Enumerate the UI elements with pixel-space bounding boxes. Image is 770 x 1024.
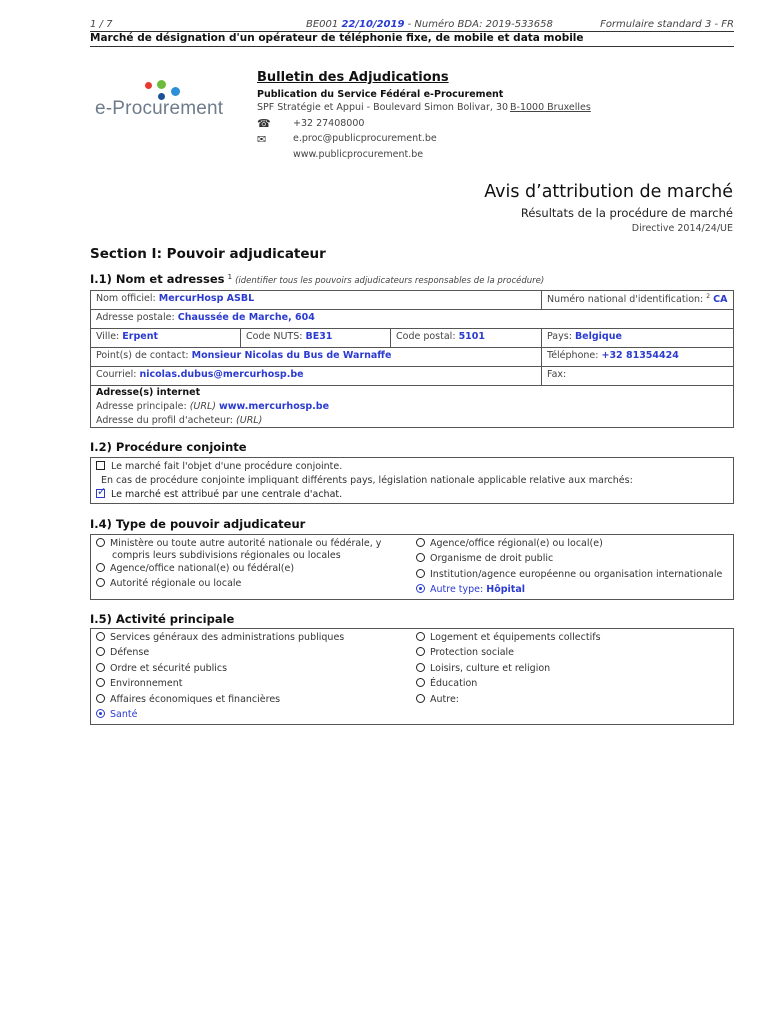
logo-dot-red [145, 82, 152, 89]
radio-eu-institution[interactable] [416, 569, 425, 578]
joint-procurement-note: En cas de procédure conjointe impliquant différents pays, législation nationale applicable relative aux marchés: [101, 475, 633, 486]
authority-type-ministry[interactable] [96, 538, 381, 549]
radio-environment[interactable] [96, 678, 105, 687]
radio-general-services[interactable] [96, 632, 105, 641]
postal-address-label: Adresse postale: [96, 312, 175, 323]
regional-agency-label: Agence/office régional(e) ou local(e) [430, 538, 603, 549]
phone-label: Téléphone: [547, 350, 599, 361]
eu-institution-label: Institution/agence européenne ou organisation internationale [430, 569, 723, 580]
housing-label: Logement et équipements collectifs [430, 632, 601, 643]
internet-label: Adresse(s) internet [96, 387, 201, 398]
radio-public-body[interactable] [416, 553, 425, 562]
phone-value: +32 81354424 [601, 350, 679, 361]
contact-value: Monsieur Nicolas du Bus de Warnaffe [191, 350, 392, 361]
defence-label: Défense [110, 647, 150, 658]
logo-dot-blue [171, 87, 180, 96]
national-id-value: CA [713, 294, 728, 306]
i1-footnote-mark: 1 [227, 272, 233, 281]
publisher-address: SPF Stratégie et Appui - Boulevard Simon Bolivar, 30 [257, 102, 509, 113]
logo-dot-green [157, 80, 166, 89]
environment-label: Environnement [110, 678, 183, 689]
radio-public-order[interactable] [96, 663, 105, 672]
buyer-profile-url: (URL) [236, 415, 263, 426]
e-procurement-logo [95, 78, 225, 126]
health-label: Santé [110, 709, 138, 720]
publisher-website[interactable]: www.publicprocurement.be [293, 149, 424, 160]
postal-address-cell [91, 310, 734, 329]
main-address-value[interactable]: www.mercurhosp.be [219, 401, 330, 412]
fax-label: Fax: [547, 369, 567, 380]
public-body-label: Organisme de droit public [430, 553, 554, 564]
publisher-city: B-1000 Bruxelles [510, 102, 591, 113]
activity-defence[interactable] [96, 647, 149, 658]
notice-directive: Directive 2014/24/UE [631, 223, 733, 234]
education-label: Éducation [430, 678, 478, 689]
activity-education[interactable] [416, 678, 477, 689]
publisher-email[interactable]: e.proc@publicprocurement.be [293, 133, 437, 144]
i1-note: (identifier tous les pouvoirs adjudicateurs responsables de la procédure) [235, 276, 545, 286]
activity-environment[interactable] [96, 678, 183, 689]
activity-housing[interactable] [416, 632, 601, 643]
general-services-label: Services généraux des administrations publiques [110, 632, 345, 643]
publisher-subtitle: Publication du Service Fédéral e-Procurement [257, 89, 504, 100]
radio-other-activity[interactable] [416, 694, 425, 703]
i4-box [90, 534, 734, 600]
postal-address-value: Chaussée de Marche, 604 [177, 312, 315, 323]
regional-authority-label: Autorité régionale ou locale [110, 578, 242, 589]
radio-social-protection[interactable] [416, 647, 425, 656]
postal-code-cell [391, 329, 542, 348]
economic-affairs-label: Affaires économiques et financières [110, 694, 281, 705]
header-divider-bottom [90, 46, 734, 47]
other-type-value: Hôpital [486, 584, 526, 595]
radio-housing[interactable] [416, 632, 425, 641]
postal-code-label: Code postal: [396, 331, 456, 342]
notice-title: Avis d’attribution de marché [484, 182, 733, 202]
country-value: Belgique [574, 331, 622, 342]
nuts-value: BE31 [305, 331, 333, 342]
joint-procurement-label: Le marché fait l'objet d'une procédure conjointe. [111, 461, 343, 472]
radio-economic-affairs[interactable] [96, 694, 105, 703]
radio-regional-authority[interactable] [96, 578, 105, 587]
email-cell [91, 367, 542, 386]
publisher-phone: +32 27408000 [293, 118, 365, 129]
buyer-profile-label: Adresse du profil d'acheteur: [96, 415, 234, 426]
recreation-label: Loisirs, culture et religion [430, 663, 551, 674]
bda-number: - Numéro BDA: 2019-533658 [407, 19, 553, 30]
other-activity-label: Autre: [430, 694, 459, 705]
activity-recreation[interactable] [416, 663, 550, 674]
official-name-label: Nom officiel: [96, 293, 156, 304]
i1-address-table [90, 290, 734, 428]
national-id-footnote-mark: 2 [706, 293, 711, 300]
radio-health[interactable] [96, 709, 105, 718]
section-title: Section I: Pouvoir adjudicateur [90, 246, 326, 262]
ministry-label-line1: Ministère ou toute autre autorité nationale ou fédérale, y [110, 538, 382, 549]
activity-social-protection[interactable] [416, 647, 514, 658]
public-order-label: Ordre et sécurité publics [110, 663, 228, 674]
official-name-value: MercurHosp ASBL [158, 293, 255, 304]
nuts-label: Code NUTS: [246, 331, 303, 342]
i1-title: I.1) Nom et adresses [90, 272, 225, 286]
form-code: BE001 [306, 19, 339, 30]
national-id-cell [542, 291, 734, 310]
contact-label: Point(s) de contact: [96, 350, 189, 361]
postal-code-value: 5101 [458, 331, 486, 342]
contract-subject: Marché de désignation d'un opérateur de téléphonie fixe, de mobile et data mobile [90, 32, 584, 44]
activity-public-order[interactable] [96, 663, 227, 674]
central-purchasing-option[interactable] [96, 489, 342, 500]
notice-subtitle: Résultats de la procédure de marché [520, 206, 733, 220]
national-id-label: Numéro national d'identification: [547, 294, 704, 306]
mail-icon: ✉ [257, 133, 267, 146]
phone-icon: ☎ [257, 117, 271, 130]
activity-general-services[interactable] [96, 632, 344, 643]
radio-national-agency[interactable] [96, 563, 105, 572]
official-name-cell [91, 291, 542, 310]
activity-health[interactable] [96, 709, 137, 720]
radio-other-type[interactable] [416, 584, 425, 593]
activity-economic-affairs[interactable] [96, 694, 280, 705]
main-address-label: Adresse principale: [96, 401, 187, 412]
authority-type-regional-authority[interactable] [96, 578, 241, 589]
email-value[interactable]: nicolas.dubus@mercurhosp.be [139, 369, 304, 380]
i2-box [90, 457, 734, 504]
i4-title: I.4) Type de pouvoir adjudicateur [90, 517, 306, 531]
authority-type-eu-institution[interactable] [416, 569, 722, 580]
logo-text: e-Procurement [95, 98, 224, 119]
authority-type-public-body[interactable] [416, 553, 553, 564]
central-purchasing-label: Le marché est attribué par une centrale d'achat. [111, 489, 343, 500]
authority-type-regional-agency[interactable] [416, 538, 603, 549]
radio-recreation[interactable] [416, 663, 425, 672]
page-number: 1 / 7 [90, 19, 113, 30]
joint-procurement-option[interactable] [96, 461, 342, 472]
radio-regional-agency[interactable] [416, 538, 425, 547]
social-protection-label: Protection sociale [430, 647, 515, 658]
joint-procurement-checkbox[interactable] [96, 461, 105, 470]
contact-cell [91, 348, 542, 367]
central-purchasing-checkbox[interactable] [96, 489, 105, 498]
i1-heading [90, 272, 544, 286]
radio-defence[interactable] [96, 647, 105, 656]
url-tag: (URL) [189, 401, 216, 412]
email-label: Courriel: [96, 369, 137, 380]
i2-title: I.2) Procédure conjointe [90, 440, 247, 454]
i5-title: I.5) Activité principale [90, 612, 235, 626]
fax-cell [542, 367, 734, 386]
country-cell [542, 329, 734, 348]
country-label: Pays: [547, 331, 572, 342]
authority-type-national-agency[interactable] [96, 563, 294, 574]
phone-cell [542, 348, 734, 367]
bulletin-title: Bulletin des Adjudications [257, 70, 449, 85]
form-reference [306, 19, 553, 30]
form-type: Formulaire standard 3 - FR [600, 19, 734, 30]
radio-education[interactable] [416, 678, 425, 687]
radio-ministry[interactable] [96, 538, 105, 547]
other-type-label: Autre type: [430, 584, 484, 595]
town-label: Ville: [96, 331, 120, 342]
authority-type-other[interactable] [416, 584, 525, 595]
ministry-label-line2: compris leurs subdivisions régionales ou locales [112, 550, 341, 561]
nuts-cell [241, 329, 391, 348]
i5-box [90, 628, 734, 725]
town-value: Erpent [122, 331, 159, 342]
town-cell [91, 329, 241, 348]
internet-addresses [96, 386, 329, 428]
national-agency-label: Agence/office national(e) ou fédéral(e) [110, 563, 295, 574]
publication-date: 22/10/2019 [341, 19, 405, 30]
activity-other[interactable] [416, 694, 459, 705]
